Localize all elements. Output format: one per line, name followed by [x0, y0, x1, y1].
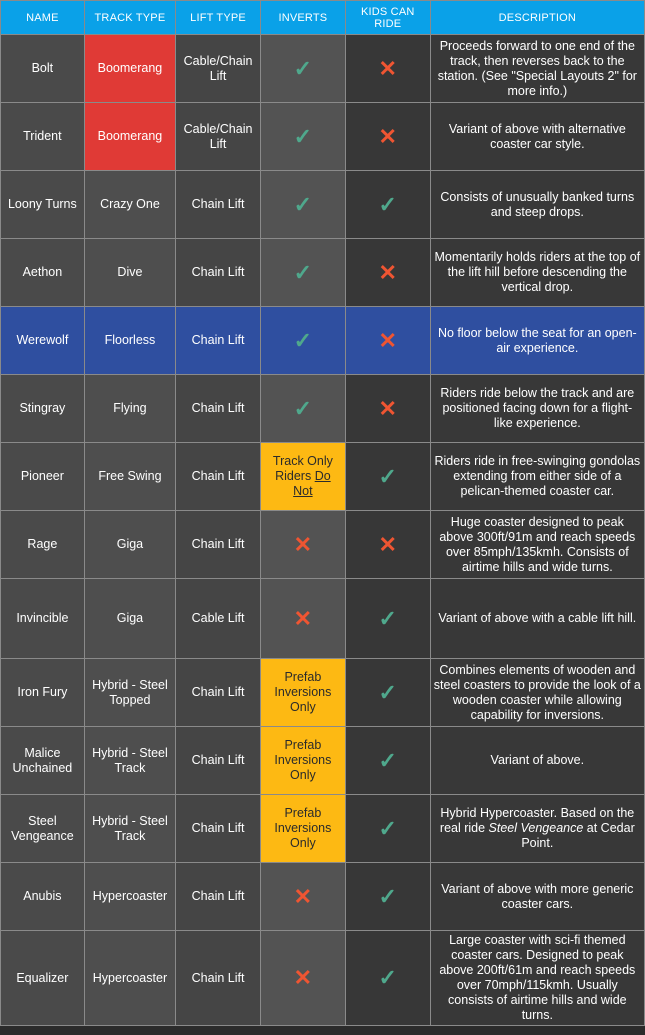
- cell-lift-type: Cable/Chain Lift: [176, 103, 261, 171]
- cell-name: Equalizer: [1, 931, 85, 1026]
- cell-inverts: [260, 443, 345, 511]
- cell-track-type: Hybrid - Steel Topped: [84, 659, 175, 727]
- cell-track-type: Giga: [84, 511, 175, 579]
- cell-lift-type: Chain Lift: [176, 863, 261, 931]
- cell-kids-can-ride: [345, 35, 430, 103]
- check-icon: ✓: [378, 883, 397, 909]
- cell-kids-can-ride: [345, 307, 430, 375]
- check-icon: ✓: [378, 463, 397, 489]
- table-row: [1, 863, 645, 931]
- cell-kids-can-ride: [345, 863, 430, 931]
- check-icon: ✓: [378, 605, 397, 631]
- cell-track-type: Dive: [84, 239, 175, 307]
- cell-description: Large coaster with sci-fi themed coaster cars. Designed to peak above 200ft/61m and reach speeds over 70mph/115kmh. Usually consists of airtime hills and wide turns.: [430, 931, 644, 1026]
- cell-kids-can-ride: [345, 171, 430, 239]
- check-icon: ✓: [293, 55, 313, 81]
- table-row: [1, 375, 645, 443]
- cell-lift-type: Chain Lift: [176, 239, 261, 307]
- description-ride-name: Steel Vengeance: [488, 821, 584, 835]
- cell-name: Stingray: [1, 375, 85, 443]
- cross-icon: ✕: [378, 55, 397, 81]
- table-row: [1, 239, 645, 307]
- cell-lift-type: Chain Lift: [176, 307, 261, 375]
- cell-description: Variant of above.: [430, 727, 644, 795]
- cell-inverts: Prefab Inversions Only: [260, 795, 345, 863]
- cell-inverts: [260, 511, 345, 579]
- description-text: at Cedar Point.: [521, 821, 635, 850]
- table-row: [1, 307, 645, 375]
- check-icon: ✓: [378, 679, 397, 705]
- check-icon: ✓: [293, 327, 313, 353]
- cell-name: Bolt: [1, 35, 85, 103]
- cell-track-type: Free Swing: [84, 443, 175, 511]
- table-row: [1, 659, 645, 727]
- cell-name: Malice Unchained: [1, 727, 85, 795]
- cell-name: Werewolf: [1, 307, 85, 375]
- cell-lift-type: Cable/Chain Lift: [176, 35, 261, 103]
- cell-description: Variant of above with alternative coaster car style.: [430, 103, 644, 171]
- cell-inverts: Prefab Inversions Only: [260, 659, 345, 727]
- cell-lift-type: Chain Lift: [176, 727, 261, 795]
- cell-lift-type: Chain Lift: [176, 931, 261, 1026]
- cross-icon: ✕: [378, 327, 397, 353]
- cell-name: Invincible: [1, 579, 85, 659]
- cell-name: Iron Fury: [1, 659, 85, 727]
- column-header-track-type: TRACK TYPE: [84, 1, 175, 35]
- column-header-kids-can-ride: KIDS CAN RIDE: [345, 1, 430, 35]
- cell-lift-type: Chain Lift: [176, 443, 261, 511]
- cross-icon: ✕: [293, 531, 313, 557]
- description-text: Hybrid Hypercoaster. Based on the real ride: [439, 806, 635, 835]
- cell-kids-can-ride: [345, 795, 430, 863]
- table-row: [1, 171, 645, 239]
- cell-kids-can-ride: [345, 931, 430, 1026]
- cell-description: [430, 795, 644, 863]
- table-row: [1, 931, 645, 1026]
- cell-kids-can-ride: [345, 659, 430, 727]
- cell-kids-can-ride: [345, 579, 430, 659]
- cell-lift-type: Chain Lift: [176, 375, 261, 443]
- check-icon: ✓: [378, 747, 397, 773]
- column-header-name: NAME: [1, 1, 85, 35]
- cell-kids-can-ride: [345, 239, 430, 307]
- cell-lift-type: Cable Lift: [176, 579, 261, 659]
- cell-name: Rage: [1, 511, 85, 579]
- cross-icon: ✕: [378, 395, 397, 421]
- check-icon: ✓: [293, 123, 313, 149]
- cell-lift-type: Chain Lift: [176, 659, 261, 727]
- table-row: [1, 579, 645, 659]
- cross-icon: ✕: [293, 965, 313, 990]
- cell-kids-can-ride: [345, 375, 430, 443]
- cross-icon: ✕: [293, 883, 313, 909]
- table-row: [1, 727, 645, 795]
- cell-name: Pioneer: [1, 443, 85, 511]
- cell-inverts: [260, 307, 345, 375]
- cell-inverts: [260, 35, 345, 103]
- cell-track-type: Hypercoaster: [84, 931, 175, 1026]
- cell-inverts: [260, 103, 345, 171]
- cell-track-type: Boomerang: [84, 103, 175, 171]
- cell-name: Loony Turns: [1, 171, 85, 239]
- cell-lift-type: Chain Lift: [176, 171, 261, 239]
- cell-inverts: Prefab Inversions Only: [260, 727, 345, 795]
- cell-inverts: [260, 863, 345, 931]
- table-row: [1, 35, 645, 103]
- cell-track-type: Floorless: [84, 307, 175, 375]
- cell-name: Steel Vengeance: [1, 795, 85, 863]
- cell-track-type: Hypercoaster: [84, 863, 175, 931]
- cell-description: Riders ride in free-swinging gondolas extending from either side of a pelican-themed coaster car.: [430, 443, 644, 511]
- column-header-lift-type: LIFT TYPE: [176, 1, 261, 35]
- inverts-note-emphasis: Do Not: [293, 469, 331, 498]
- table-row: [1, 795, 645, 863]
- cell-track-type: Boomerang: [84, 35, 175, 103]
- cross-icon: ✕: [378, 531, 397, 557]
- check-icon: ✓: [293, 259, 313, 285]
- cell-description: Consists of unusually banked turns and steep drops.: [430, 171, 644, 239]
- cell-description: Proceeds forward to one end of the track, then reverses back to the station. (See "Special Layouts 2" for more info.): [430, 35, 644, 103]
- check-icon: ✓: [293, 395, 313, 421]
- cell-track-type: Crazy One: [84, 171, 175, 239]
- cross-icon: ✕: [378, 259, 397, 285]
- cell-track-type: Giga: [84, 579, 175, 659]
- cell-name: Aethon: [1, 239, 85, 307]
- table-row: [1, 511, 645, 579]
- cell-description: Momentarily holds riders at the top of the lift hill before descending the vertical drop.: [430, 239, 644, 307]
- check-icon: ✓: [378, 815, 397, 841]
- cell-inverts: [260, 171, 345, 239]
- cell-lift-type: Chain Lift: [176, 795, 261, 863]
- table-row: [1, 443, 645, 511]
- cell-kids-can-ride: [345, 727, 430, 795]
- cell-name: Anubis: [1, 863, 85, 931]
- cell-inverts: [260, 931, 345, 1026]
- check-icon: ✓: [378, 191, 397, 217]
- cell-kids-can-ride: [345, 511, 430, 579]
- inverts-note: Riders: [275, 469, 315, 483]
- cell-description: Combines elements of wooden and steel coasters to provide the look of a wooden coaster while allowing capability for inversions.: [430, 659, 644, 727]
- cell-description: Variant of above with a cable lift hill.: [430, 579, 644, 659]
- cell-lift-type: Chain Lift: [176, 511, 261, 579]
- column-header-inverts: INVERTS: [260, 1, 345, 35]
- cell-name: Trident: [1, 103, 85, 171]
- check-icon: ✓: [293, 191, 313, 217]
- cell-description: Riders ride below the track and are positioned facing down for a flight-like experience.: [430, 375, 644, 443]
- cell-description: No floor below the seat for an open-air experience.: [430, 307, 644, 375]
- cell-track-type: Hybrid - Steel Track: [84, 795, 175, 863]
- inverts-note: Track Only: [272, 454, 333, 468]
- cell-kids-can-ride: [345, 443, 430, 511]
- cell-inverts: [260, 375, 345, 443]
- cell-description: Huge coaster designed to peak above 300ft/91m and reach speeds over 85mph/135kmh. Consists of airtime hills and wide turns.: [430, 511, 644, 579]
- cell-track-type: Hybrid - Steel Track: [84, 727, 175, 795]
- cell-description: Variant of above with more generic coaster cars.: [430, 863, 644, 931]
- check-icon: ✓: [378, 965, 397, 990]
- cell-inverts: [260, 579, 345, 659]
- cell-kids-can-ride: [345, 103, 430, 171]
- cell-track-type: Flying: [84, 375, 175, 443]
- table-row: [1, 103, 645, 171]
- cross-icon: ✕: [378, 123, 397, 149]
- cross-icon: ✕: [293, 605, 313, 631]
- header-row: [1, 1, 645, 35]
- column-header-description: DESCRIPTION: [430, 1, 644, 35]
- cell-inverts: [260, 239, 345, 307]
